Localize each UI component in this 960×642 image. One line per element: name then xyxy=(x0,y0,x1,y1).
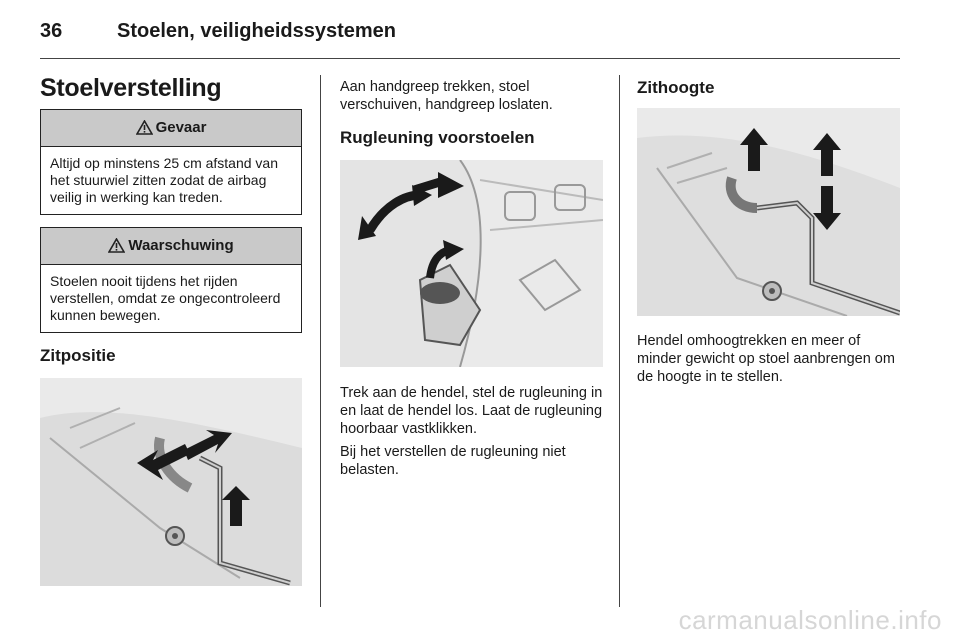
danger-box-header xyxy=(41,110,301,147)
page-header-title: Stoelen, veiligheidssystemen xyxy=(117,20,396,42)
header-rule xyxy=(40,58,900,59)
subheading-zitpositie: Zitpositie xyxy=(40,346,116,365)
subheading-zithoogte: Zithoogte xyxy=(637,78,715,97)
seat-height-illustration xyxy=(637,108,900,316)
backrest-illustration xyxy=(340,160,603,367)
watermark: carmanualsonline.info xyxy=(678,605,942,635)
col2-para2: Bij het verstellen de rugleuning niet belasten. xyxy=(340,444,566,478)
col2-intro-text: Aan handgreep trekken, stoel verschuiven, handgreep loslaten. xyxy=(340,79,553,113)
danger-label: Gevaar xyxy=(155,119,207,136)
page-number: 36 xyxy=(40,20,63,42)
column-divider-1 xyxy=(320,75,321,607)
warning-box-header xyxy=(41,228,301,265)
section-heading: Stoelverstelling xyxy=(40,74,222,102)
seat-position-illustration xyxy=(40,378,302,586)
col2-para1: Trek aan de hendel, stel de rugleuning in en laat de hendel los. Laat de rugleuning hoorbaar vastklikken. xyxy=(340,385,603,437)
warning-box xyxy=(40,227,302,333)
warning-triangle-icon xyxy=(136,120,153,135)
warning-text: Stoelen nooit tijdens het rijden verstellen, omdat ze ongecontroleerd kunnen bewegen. xyxy=(50,273,281,323)
danger-text: Altijd op minstens 25 cm afstand van het stuurwiel zitten zodat de airbag veilig in werking kan treden. xyxy=(50,155,279,205)
warning-triangle-icon xyxy=(108,238,125,253)
column-divider-2 xyxy=(619,75,620,607)
col3-para1: Hendel omhoogtrekken en meer of minder gewicht op stoel aanbrengen om de hoogte in te stellen. xyxy=(637,333,895,385)
warning-label: Waarschuwing xyxy=(128,237,234,254)
subheading-rugleuning: Rugleuning voorstoelen xyxy=(340,128,535,147)
danger-box xyxy=(40,109,302,215)
